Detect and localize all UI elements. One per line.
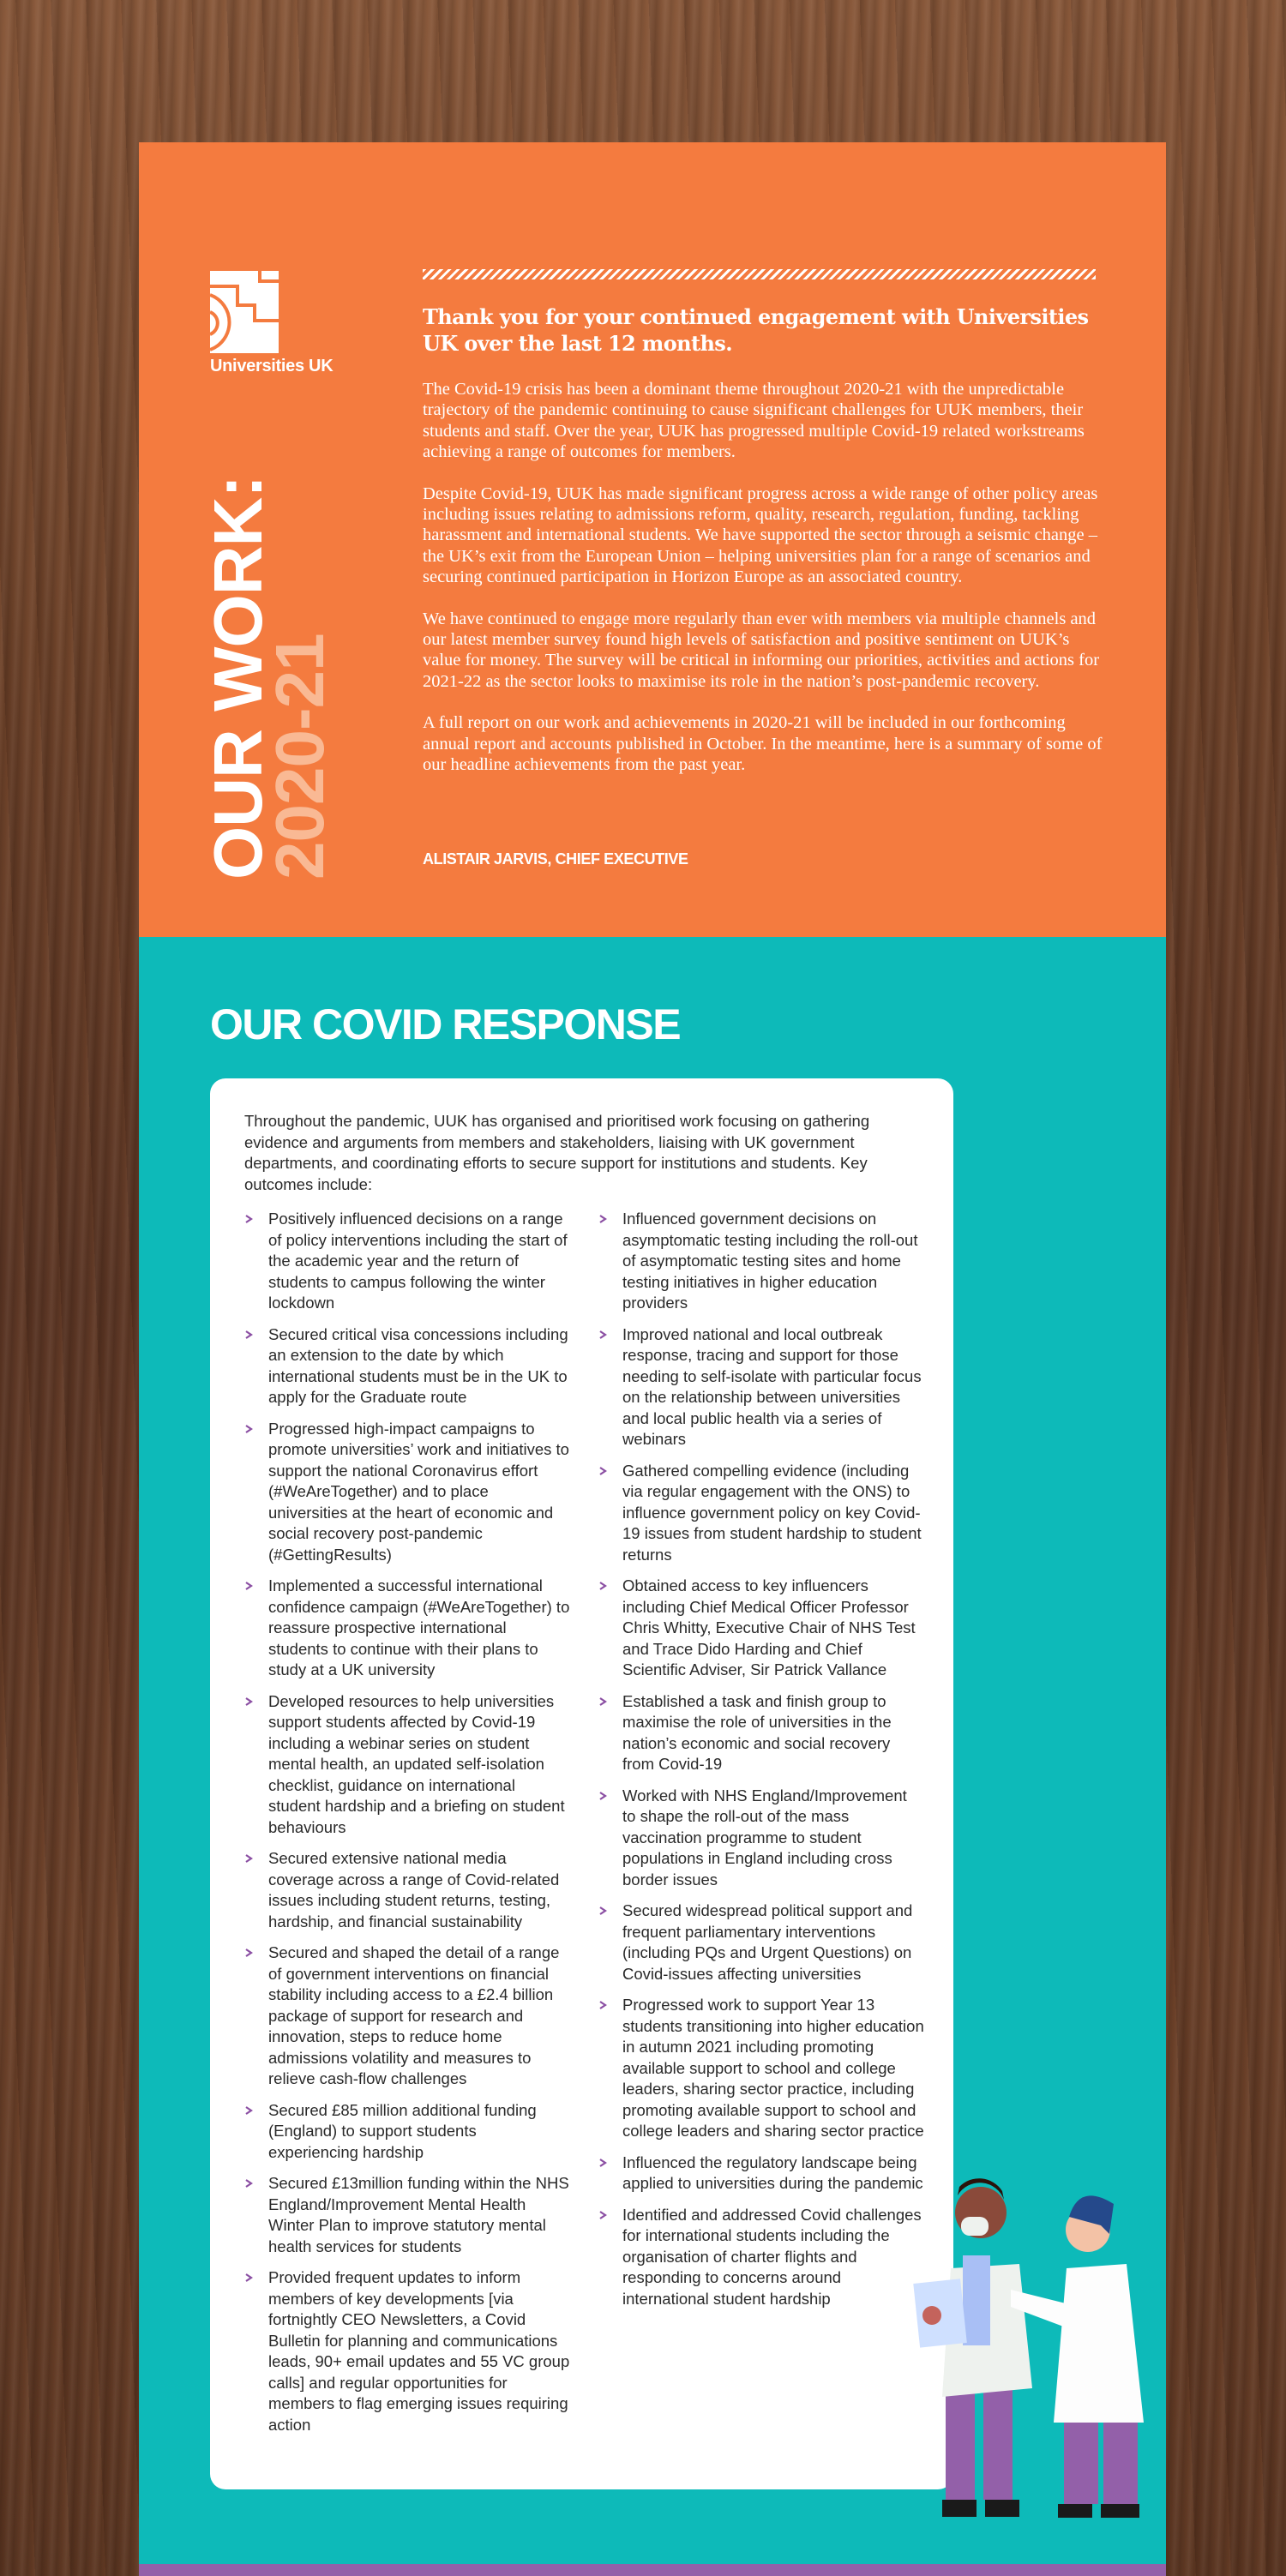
intro-paragraph: Despite Covid-19, UUK has made significant progress across a wide range of other policy areas including issues relating to admissions reform, quality, research, regulation, funding, tackling harassment and international students. We have supported the sector through a seismic change – the UK’s exit from the European Union – helping universities plan for a range of scenarios and securing continued participation in Horizon Europe as an associated country. [423,483,1098,587]
intro-paragraph: The Covid-19 crisis has been a dominant theme throughout 2020-21 with the unpredictable trajectory of the pandemic continuing to cause significant challenges for UUK members, their students and staff. Over the year, UUK has progressed multiple Covid-19 related workstreams achieving a range of outcomes for members. [423,380,1085,462]
outcome-list-item [244,1576,570,1681]
outcome-list-item [244,1419,570,1566]
outcome-list-item [598,1576,924,1681]
outcome-list-item [598,1900,924,1985]
uuk-logo-icon [210,271,279,353]
outcomes-right-column [598,1209,924,2320]
chevron-right-icon [598,1697,607,1706]
chevron-right-icon [244,2179,253,2188]
outcome-text: Gathered compelling evidence (including via regular engagement with the ONS) to influence government policy on key Covid-19 issues from student hardship to student returns [622,1461,922,1564]
covid-section-title: OUR COVID RESPONSE [210,1000,681,1048]
chevron-right-icon [244,1215,253,1223]
intro-paragraph: A full report on our work and achievements in 2020-21 will be included in our forthcoming annual report and accounts published in October. In the meantime, here is a summary of some of our headline achievements from the past year. [423,713,1103,775]
outcome-text: Developed resources to help universities support students affected by Covid-19 including a webinar series on student mental health, an updated self-isolation checklist, guidance on international student hardship and a briefing on student behaviours [268,1691,565,1836]
chevron-right-icon [598,1467,607,1475]
footer-band [139,2564,1166,2576]
intro-section [139,142,1166,937]
chevron-right-icon [598,2159,607,2167]
outcome-text: Secured £13million funding within the NHS England/Improvement Mental Health Winter Plan to improve statutory mental health services for students [268,2174,569,2255]
outcome-text: Provided frequent updates to inform members of key developments [via fortnightly CEO Newsletters, a Covid Bulletin for planning and communications leads, 90+ email updates and 55 VC group calls] and regular opportunities for members to flag emerging issues requiring action [268,2268,570,2434]
poster-panel [139,142,1166,2576]
outcome-text: Secured widespread political support and frequent parliamentary interventions (including PQs and Urgent Questions) on Covid-issues affecting universities [622,1901,913,1983]
covid-intro: Throughout the pandemic, UUK has organised and prioritised work focusing on gathering evidence and arguments from members and stakeholders, liaising with UK government departments, and coordinating efforts to secure support for institutions and students. Key outcomes include: [244,1112,870,1193]
chevron-right-icon [244,2273,253,2282]
chevron-right-icon [598,2211,607,2219]
outcome-text: Implemented a successful international confidence campaign (#WeAreTogether) to reassure prospective international students to continue with their plans to study at a UK university [268,1576,570,1678]
outcome-list-item [244,1943,570,2090]
outcome-text: Secured and shaped the detail of a range of government interventions on financial stability including access to a £2.4 billion package of support for research and innovation, steps to reduce home admissions volatility and measures to relieve cash-flow challenges [268,1943,560,2087]
outcome-list-item [598,1691,924,1775]
chevron-right-icon [598,1582,607,1590]
outcome-text: Obtained access to key influencers including Chief Medical Officer Professor Chris Whitty, Executive Chair of NHS Test and Trace Dido Harding and Chief Scientific Adviser, Sir Patrick Vallance [622,1576,916,1678]
covid-card [210,1078,953,2489]
outcome-text: Identified and addressed Covid challenges for international students including the organisation of charter flights and responding to concerns around international student hardship [622,2205,922,2308]
outcome-text: Influenced government decisions on asymptomatic testing including the roll-out of asymptomatic testing sites and home testing initiatives in higher education providers [622,1210,918,1312]
outcome-list-item [598,1461,924,1566]
hatched-divider [423,269,1096,279]
outcome-list-item [244,1324,570,1408]
signoff: ALISTAIR JARVIS, CHIEF EXECUTIVE [423,850,688,868]
chevron-right-icon [244,1330,253,1339]
chevron-right-icon [598,1330,607,1339]
intro-paragraph: We have continued to engage more regularly than ever with members via multiple channels and our latest member survey found high levels of satisfaction and positive sentiment on UUK’s value for money. The survey will be critical in informing our priorities, activities and actions for 2021-22 as the sector looks to maximise its role in the nation’s post-pandemic recovery. [423,609,1100,691]
intro-body [423,379,1109,796]
outcome-text: Worked with NHS England/Improvement to shape the roll-out of the mass vaccination programme to student populations in England including cross border issues [622,1786,907,1888]
outcome-list-item [598,2205,924,2310]
outcomes-left-column [244,1209,570,2446]
logo-wordmark: Universities UK [210,357,334,375]
chevron-right-icon [244,1582,253,1590]
chevron-right-icon [244,1949,253,1957]
doctors-illustration [908,2165,1191,2555]
outcome-list-item [598,2153,924,2195]
chevron-right-icon [598,1215,607,1223]
outcome-text: Established a task and finish group to maximise the role of universities in the nation’s economic and social recovery from Covid-19 [622,1691,892,1773]
chevron-right-icon [598,1906,607,1915]
outcome-list-item [598,1786,924,1891]
outcome-list-item [244,2267,570,2435]
outcome-list-item [244,2100,570,2164]
chevron-right-icon [598,1792,607,1800]
vertical-page-title [200,476,338,880]
outcome-text: Influenced the regulatory landscape being applied to universities during the pandemic [622,2153,923,2192]
outcome-list-item [244,2173,570,2257]
outcome-text: Positively influenced decisions on a range of policy interventions including the start of the academic year and the return of students to campus following the winter lockdown [268,1210,568,1312]
outcome-text: Secured £85 million additional funding (England) to support students experiencing hardship [268,2100,537,2161]
title-line-1: OUR WORK: [200,476,276,880]
lead-heading: Thank you for your continued engagement with Universities UK over the last 12 months. [423,304,1089,356]
outcome-text: Secured extensive national media coverage across a range of Covid-related issues including student returns, testing, hardship, and financial sustainability [268,1849,560,1930]
chevron-right-icon [598,2001,607,2009]
outcome-list-item [244,1691,570,1839]
chevron-right-icon [244,1697,253,1706]
chevron-right-icon [244,1854,253,1863]
title-line-2: 2020-21 [261,633,338,880]
outcome-text: Improved national and local outbreak response, tracing and support for those needing to self-isolate with particular focus on the relationship between universities and local public health via a series of webinars [622,1324,922,1448]
outcome-list-item [598,1995,924,2142]
outcome-list-item [244,1848,570,1932]
outcome-text: Secured critical visa concessions including an extension to the date by which international students must be in the UK to apply for the Graduate route [268,1324,568,1406]
chevron-right-icon [244,2106,253,2115]
outcome-text: Progressed high-impact campaigns to promote universities’ work and initiatives to support the national Coronavirus effort (#WeAreTogether) and to place universities at the heart of economic and social recovery post-pandemic (#GettingResults) [268,1419,569,1564]
outcome-list-item [244,1209,570,1314]
outcome-text: Progressed work to support Year 13 students transitioning into higher education in autumn 2021 including promoting available support to school and college leaders, sharing sector practice, including promoting available support to school and college leaders and sharing sector practice [622,1996,924,2140]
universities-uk-logo [210,271,356,376]
outcome-list-item [598,1209,924,1314]
chevron-right-icon [244,1425,253,1433]
outcome-list-item [598,1324,924,1450]
